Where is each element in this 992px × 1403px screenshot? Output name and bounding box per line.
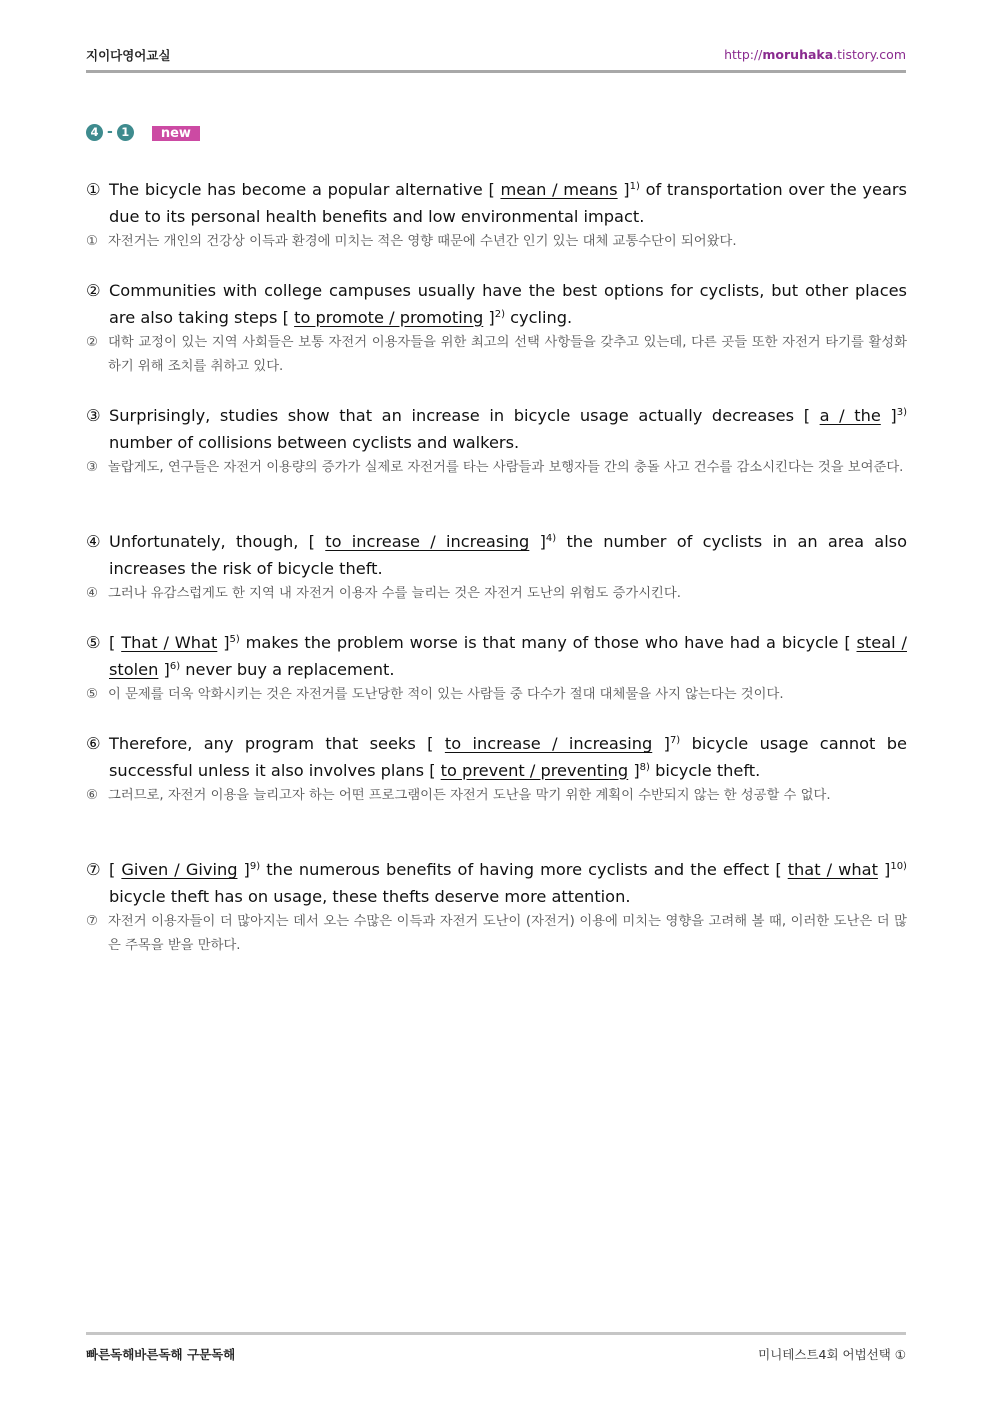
choice-7[interactable]: to increase / increasing [444,734,653,753]
footer-book-title: 빠른독해바른독해 구문독해 [86,1347,236,1362]
question-item-1 [86,177,907,254]
question-item-6 [86,731,907,808]
english-sentence: ④ Unfortunately, though, [ to increase / increasing ]$^{4)}$ the number of cyclists in an area also increases the risk of bicycle theft. [86,529,907,582]
korean-translation: ② 대학 교정이 있는 지역 사회들은 보통 자전거 이용자들을 위한 최고의 선택 사항들을 갖추고 있는데, 다른 곳들 또한 자전거 타기를 활성화하기 위해 조치를 취하고 있다. [86,335,907,374]
new-tag: new [152,126,200,141]
korean-translation: ③ 놀랍게도, 연구들은 자전거 이용량의 증가가 실제로 자전거를 타는 사람들과 보행자들 간의 충돌 사고 건수를 감소시킨다는 것을 보여준다. [86,460,904,475]
item-number: ② [86,281,101,300]
choice-8[interactable]: to prevent / preventing [440,760,629,780]
section-number-2: 1 [117,124,134,141]
question-item-5 [86,630,907,707]
item-number: ⑦ [86,860,101,879]
item-number: ③ [86,406,101,425]
english-sentence: ⑤ [ That / What ]$^{5)}$ makes the problem worse is that many of those who have had a bicycle [ steal / stolen ]$^{6)}$ never buy a replacement. [86,630,907,683]
choice-9[interactable]: Given / Giving [121,860,238,879]
korean-translation: ④ 그러나 유감스럽게도 한 지역 내 자전거 이용자 수를 늘리는 것은 자전거 도난의 위험도 증가시킨다. [86,586,681,601]
question-item-4 [86,529,907,606]
item-number: ① [86,180,101,199]
korean-translation: ① 자전거는 개인의 건강상 이득과 환경에 미치는 적은 영향 때문에 수년간 인기 있는 대체 교통수단이 되어왔다. [86,234,737,249]
header-url[interactable] [724,47,906,62]
header-divider [86,70,906,73]
choice-2[interactable]: to promote / promoting [294,307,484,327]
choice-1[interactable]: mean / means [500,180,618,199]
english-sentence: ① The bicycle has become a popular alternative [ mean / means ]$^{1)}$ of transportation over the years due to its personal health benefits and low environmental impact. [86,177,907,230]
choice-10[interactable]: that / what [787,860,878,879]
korean-translation: ⑤ 이 문제를 더욱 악화시키는 것은 자전거를 도난당한 적이 있는 사람들 중 다수가 절대 대체물을 사지 않는다는 것이다. [86,687,784,702]
url-suffix: .tistory.com [833,47,906,62]
english-sentence: ③ Surprisingly, studies show that an increase in bicycle usage actually decreases [ a / the ]$^{3)}$ number of collisions between cyclists and walkers. [86,403,907,456]
korean-translation: ⑦ 자전거 이용자들이 더 많아지는 데서 오는 수많은 이득과 자전거 도난이 (자전거) 이용에 미치는 영향을 고려해 볼 때, 이러한 도난은 더 많은 주목을 받을 만하다. [86,914,907,953]
item-number: ⑤ [86,633,101,652]
footer-test-label: 미니테스트4회 어법선택 ① [758,1347,906,1362]
english-sentence: ② Communities with college campuses usually have the best options for cyclists, but other places are also taking steps [ to promote / promoting ]$^{2)}$ cycling. [86,278,907,331]
footer-divider [86,1332,906,1335]
item-number: ④ [86,532,101,551]
choice-4[interactable]: to increase / increasing [325,532,530,551]
english-sentence: ⑥ Therefore, any program that seeks [ to increase / increasing ]$^{7)}$ bicycle usage cannot be successful unless it also involves plans [ to prevent / preventing ]$^{8)}$ bicycle theft. [86,731,907,784]
header-title: 지이다영어교실 [86,48,171,63]
choice-5[interactable]: That / What [121,633,218,652]
choice-6[interactable]: steal / stolen [109,633,907,679]
section-number-1: 4 [86,124,103,141]
question-item-7 [86,857,907,958]
choice-3[interactable]: a / the [819,406,881,425]
english-sentence: ⑦ [ Given / Giving ]$^{9)}$ the numerous benefits of having more cyclists and the effect [ that / what ]$^{10)}$ bicycle theft has on usage, these thefts deserve more attention. [86,857,907,910]
question-item-2 [86,278,907,379]
section-separator: - [107,124,113,140]
url-bold: moruhaka [762,47,834,62]
korean-translation: ⑥ 그러므로, 자전거 이용을 늘리고자 하는 어떤 프로그램이든 자전거 도난을 막기 위한 계획이 수반되지 않는 한 성공할 수 없다. [86,788,831,803]
section-badge [86,122,200,142]
item-number: ⑥ [86,734,101,753]
question-item-3 [86,403,907,480]
url-prefix: http:// [724,47,763,62]
